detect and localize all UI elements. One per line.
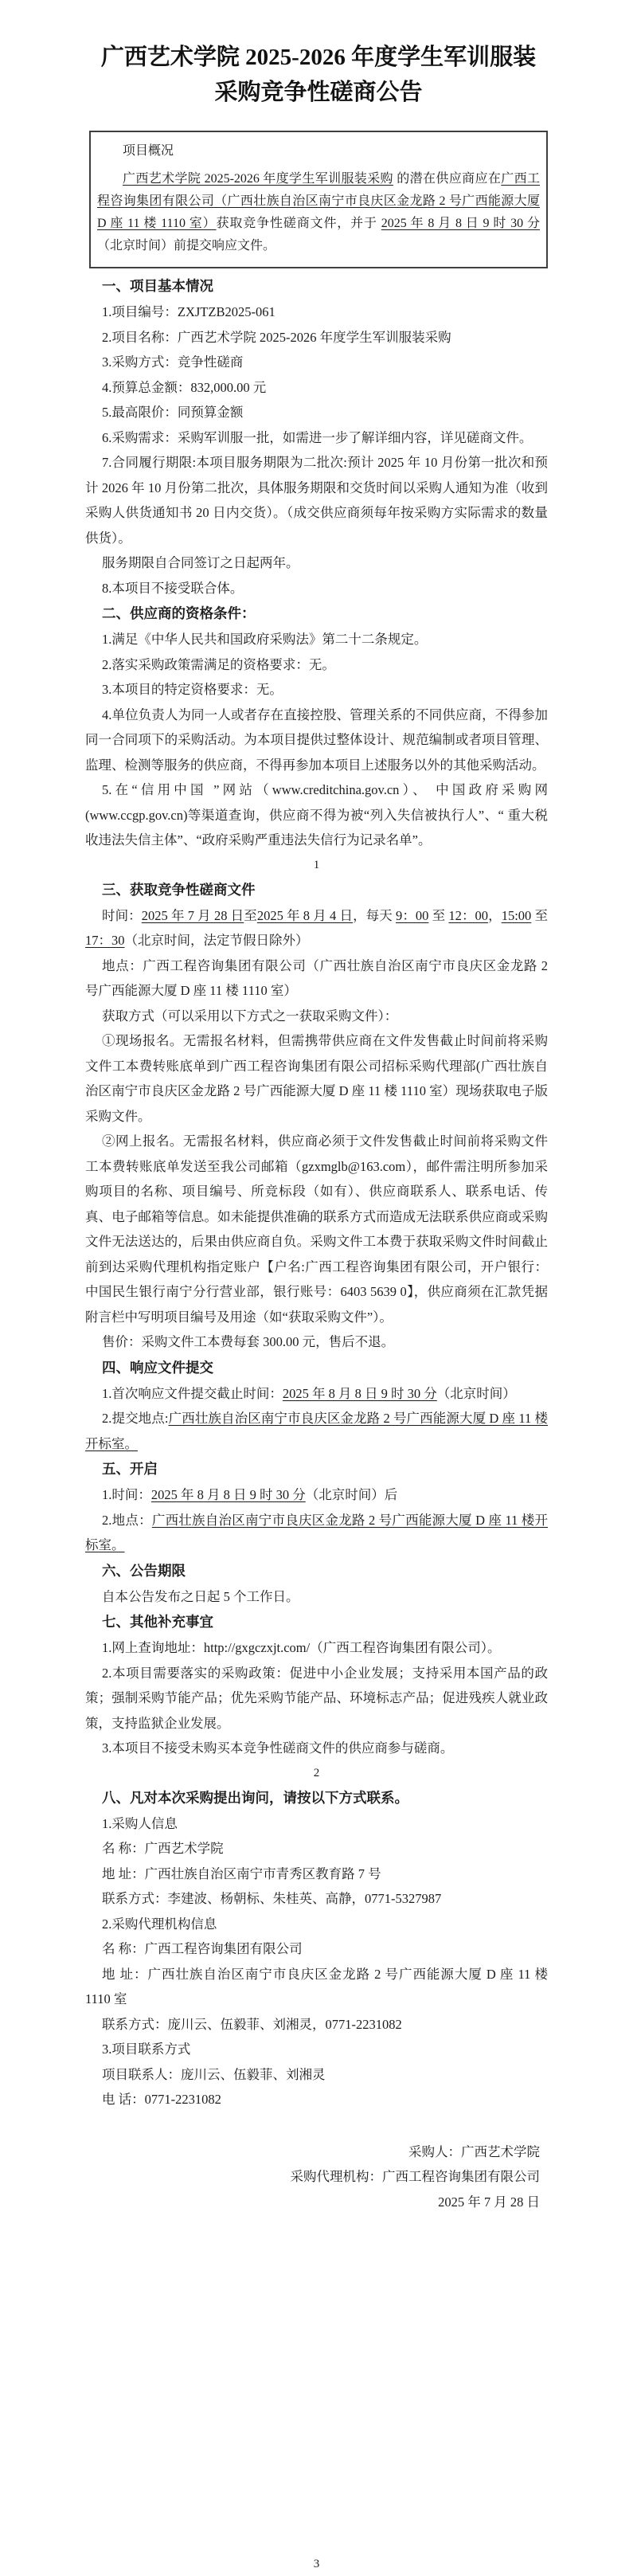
paragraph [85, 903, 548, 953]
underlined-text-run: 9：00 [396, 907, 429, 923]
paragraph: 2.落实采购政策需满足的资格要求：无。 [102, 656, 335, 672]
paragraph [85, 1406, 548, 1456]
page-number: 1 [313, 858, 320, 871]
underlined-text-run: 2025 年 8 月 4 日 [256, 907, 354, 923]
doc-blocks [0, 268, 637, 2576]
text-run: （北京时间） [436, 1385, 516, 1401]
paragraph: 5.在“信用中国 ”网站（www.creditchina.gov.cn）、 中国政府采购网(www.ccgp.gov.cn)等渠道查询，供应商不得为被“列入失信被执行人”、“ 重大税收违法失信主体”、“政府采购严重违法失信行为记录名单”。 [85, 782, 548, 848]
paragraph: 2.本项目需要落实的采购政策：促进中小企业发展；支持采用本国产品的政策；强制采购节能产品；优先采购节能产品、环境标志产品；促进残疾人就业政策，支持监狱企业发展。 [85, 1665, 548, 1731]
paragraph: 售价：采购文件工本费每套 300.00 元，售后不退。 [102, 1334, 395, 1349]
text-run: ， [488, 907, 502, 923]
paragraph: 名 称：广西艺术学院 [102, 1841, 224, 1856]
section-heading: 一、项目基本情况 [102, 278, 213, 294]
project-overview-box [89, 131, 548, 268]
text-run: ，每天 [353, 907, 396, 923]
paragraph: 联系方式：李建波、杨朝标、朱桂英、高静，0771-5327987 [102, 1891, 442, 1906]
text-run: （北京时间）前提交响应文件。 [97, 239, 276, 253]
paragraph: 获取方式（可以采用以下方式之一获取采购文件）： [102, 1008, 398, 1024]
text-run: 获取竞争性磋商文件，并于 [216, 217, 381, 230]
paragraph: 2.项目名称：广西艺术学院 2025-2026 年度学生军训服装采购 [102, 329, 451, 345]
underlined-text-run: 2025 年 8 月 8 日 9 时 30 分 [282, 1385, 437, 1401]
text-run: 至 [428, 907, 449, 923]
paragraph: 服务期限自合同签订之日起两年。 [102, 555, 299, 570]
page-number: 2 [313, 1766, 320, 1779]
text-run: 1.时间： [102, 1487, 151, 1502]
paragraph: 自本公告发布之日起 5 个工作日。 [102, 1588, 299, 1604]
paragraph: 地 址：广西壮族自治区南宁市青秀区教育路 7 号 [102, 1865, 381, 1881]
paragraph: 6.采购需求：采购军训服一批，如需进一步了解详细内容，详见磋商文件。 [102, 429, 533, 445]
underlined-text-run: 广西艺术学院 2025-2026 年度学生军训服装采购 [123, 172, 393, 186]
footer-line: 2025 年 7 月 28 日 [438, 2194, 540, 2210]
text-run: 至 [531, 907, 548, 923]
section-heading: 四、响应文件提交 [102, 1359, 213, 1376]
paragraph [85, 1482, 548, 1508]
paragraph: 名 称：广西工程咨询集团有限公司 [102, 1941, 303, 1956]
paragraph: 8.本项目不接受联合体。 [102, 580, 244, 596]
paragraph: 3.项目联系方式 [102, 2042, 191, 2057]
text-run: （北京时间）后 [305, 1487, 398, 1502]
overview-text [97, 168, 540, 257]
document-title-line-1: 广西艺术学院 2025-2026 年度学生军训服装 [100, 45, 537, 70]
paragraph: ①现场报名。无需报名材料，但需携带供应商在文件发售截止时间前将采购文件工本费转账底单到广西工程咨询集团有限公司招标采购代理部(广西壮族自治区南宁市良庆区金龙路 2 号广西能源大厦 D 座 11 楼 1110 室）现场获取电子版采购文件。 [85, 1033, 548, 1124]
paragraph: 3.本项目的特定资格要求：无。 [102, 682, 283, 697]
footer-line: 采购人：广西艺术学院 [408, 2143, 540, 2159]
document-title [0, 40, 637, 110]
text-run: 时间： [102, 907, 142, 923]
section-heading: 五、开启 [102, 1461, 158, 1477]
section-heading: 三、获取竞争性磋商文件 [102, 881, 256, 898]
footer-line: 采购代理机构：广西工程咨询集团有限公司 [290, 2169, 540, 2184]
text-run: 2.提交地点: [102, 1411, 169, 1426]
paragraph: 电 话：0771-2231082 [102, 2092, 221, 2107]
underlined-text-run: 广西壮族自治区南宁市良庆区金龙路 2 号广西能源大厦 D 座 11 楼开标室。 [85, 1411, 548, 1451]
text-run: （北京时间，法定节假日除外） [124, 933, 309, 948]
paragraph: ②网上报名。无需报名材料，供应商必须于文件发售截止时间前将采购文件工本费转账底单发送至我公司邮箱（gzxmglb@163.com），邮件需注明所参加采购项目的名称、项目编号、所竞标段（如有）、供应商联系人、联系电话、传真、电子邮箱等信息。如未能提供准确的联系方式而造成无法联系供应商或采购文件无法送达的，后果由供应商自负。采购文件工本费于获取采购文件时间截止前到达采购代理机构指定账户【户名:广西工程咨询集团有限公司，开户银行：中国民生银行南宁分行营业部，银行账号：6403 5639 0】，供应商须在汇款凭据附言栏中写明项目编号及用途（如“获取采购文件”）。 [85, 1133, 548, 1325]
paragraph: 项目联系人：庞川云、伍毅菲、刘湘灵 [102, 2066, 326, 2082]
underlined-text-run: 2025 年 8 月 8 日 9 时 30 分 [150, 1487, 306, 1502]
underlined-text-run: 17：30 [85, 933, 125, 948]
paragraph: 3.采购方式：竞争性磋商 [102, 354, 244, 370]
document-title-line-2: 采购竞争性磋商公告 [214, 80, 423, 105]
paragraph [85, 1508, 548, 1558]
paragraph: 4.预算总金额：832,000.00 元 [102, 379, 267, 395]
paragraph: 1.采购人信息 [102, 1815, 178, 1831]
paragraph: 5.最高限价：同预算金额 [102, 405, 244, 420]
paragraph: 地点：广西工程咨询集团有限公司（广西壮族自治区南宁市良庆区金龙路 2 号广西能源大厦 D 座 11 楼 1110 室） [85, 957, 548, 998]
paragraph: 1.网上查询地址：http://gxgczxjt.com/（广西工程咨询集团有限公司）。 [102, 1640, 501, 1655]
paragraph: 7.合同履行期限:本项目服务期限为二批次:预计 2025 年 10 月份第一批次和预计 2026 年 10 月份第二批次，具体服务期限和交货时间以采购人通知为准（收到采购人供货通知书 20 日内交货）。（成交供应商须每年按采购方实际需求的数量供货）。 [85, 455, 548, 546]
paragraph: 1.项目编号：ZXJTZB2025-061 [102, 304, 276, 319]
paragraph: 1.满足《中华人民共和国政府采购法》第二十二条规定。 [102, 632, 428, 647]
paragraph [85, 1381, 548, 1407]
underlined-text-run: 广西壮族自治区南宁市良庆区金龙路 2 号广西能源大厦 D 座 11 楼开标室。 [85, 1512, 548, 1552]
paragraph: 3.本项目不接受未购买本竞争性磋商文件的供应商参与磋商。 [102, 1740, 454, 1756]
page-number: 3 [313, 2558, 320, 2570]
text-run: 2.地点： [102, 1512, 152, 1528]
text-run: 至 [244, 907, 257, 923]
underlined-text-run: 2025 年 8 月 8 日 9 时 30 分 [381, 217, 540, 230]
underlined-text-run: 2025 年 7 月 28 日 [141, 907, 244, 923]
paragraph: 4.单位负责人为同一人或者存在直接控股、管理关系的不同供应商，不得参加同一合同项下的采购活动。为本项目提供过整体设计、规范编制或者项目管理、监理、检测等服务的供应商，不得再参加本项目上述服务以外的其他采购活动。 [85, 707, 548, 773]
paragraph: 2.采购代理机构信息 [102, 1916, 217, 1932]
paragraph: 地 址：广西壮族自治区南宁市良庆区金龙路 2 号广西能源大厦 D 座 11 楼 1110 室 [85, 1966, 548, 2006]
underlined-text-run: 15:00 [501, 907, 532, 923]
section-heading: 二、供应商的资格条件： [102, 605, 256, 621]
text-run: 的潜在供应商应在 [393, 172, 502, 186]
overview-label: 项目概况 [123, 144, 174, 158]
underlined-text-run: 广西工程咨询集团有限公司（广西壮族自治区南宁市良庆区金龙路 2 号广西能源大厦 D 座 11 楼 1110 室） [97, 172, 540, 230]
section-heading: 八、凡对本次采购提出询问，请按以下方式联系。 [102, 1789, 408, 1806]
section-heading: 六、公告期限 [102, 1562, 186, 1579]
text-run: 1.首次响应文件提交截止时间： [102, 1385, 283, 1401]
section-heading: 七、其他补充事宜 [102, 1614, 213, 1630]
paragraph: 联系方式：庞川云、伍毅菲、刘湘灵，0771-2231082 [102, 2016, 402, 2032]
underlined-text-run: 12：00 [448, 907, 489, 923]
